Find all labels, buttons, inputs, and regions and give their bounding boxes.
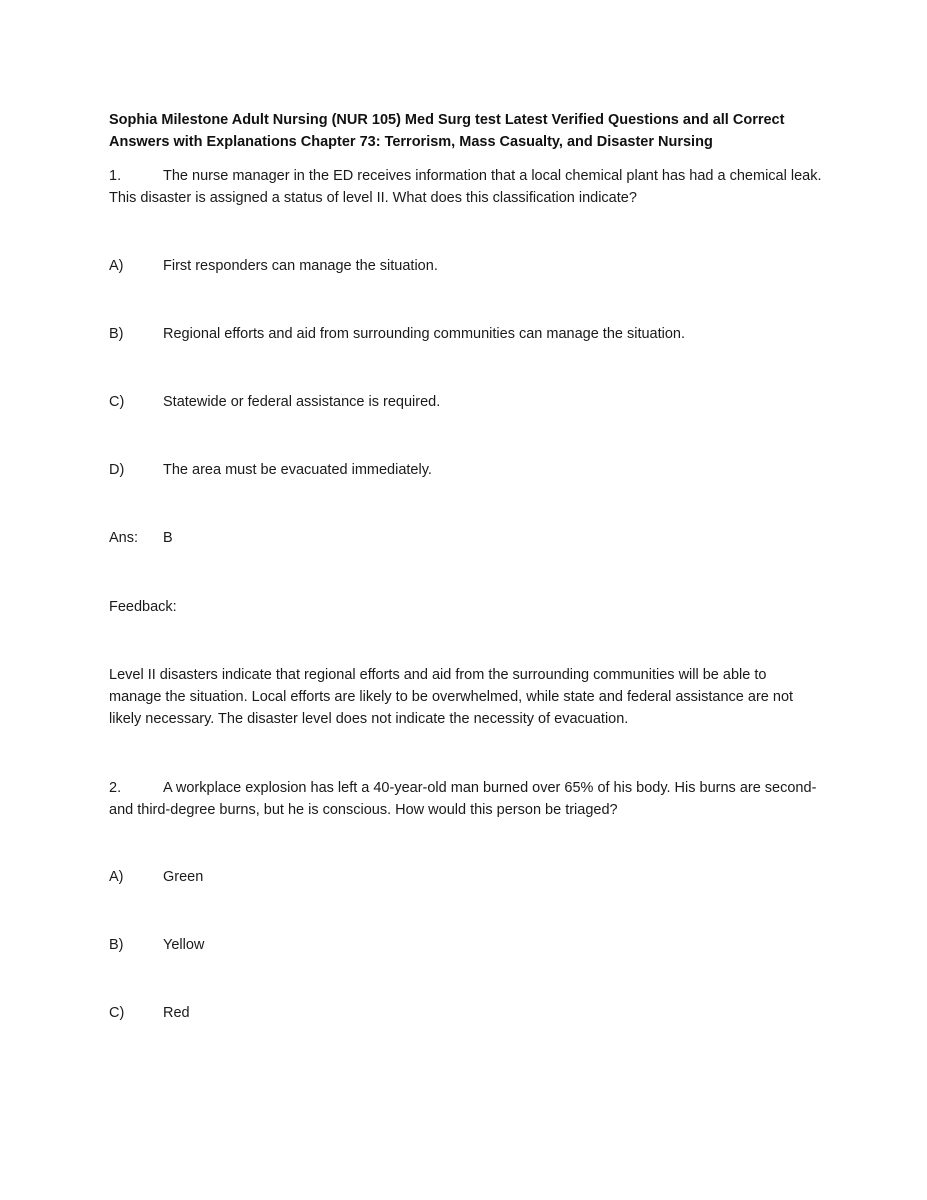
option-a bbox=[109, 866, 203, 888]
option-a bbox=[109, 255, 438, 277]
option-c bbox=[109, 391, 440, 413]
feedback-label: Feedback: bbox=[109, 599, 177, 615]
option-b bbox=[109, 934, 204, 956]
answer-value: B bbox=[163, 530, 173, 546]
option-text: Green bbox=[163, 869, 204, 885]
option-c bbox=[109, 1002, 190, 1024]
option-label: B) bbox=[109, 937, 124, 953]
question-number: 1. bbox=[109, 168, 122, 184]
question-1 bbox=[109, 165, 829, 209]
option-text: The area must be evacuated immediately. bbox=[163, 462, 432, 478]
option-d bbox=[109, 459, 432, 481]
option-label: D) bbox=[109, 462, 125, 478]
option-text: Red bbox=[163, 1005, 190, 1021]
option-label: C) bbox=[109, 1005, 125, 1021]
feedback-text: Level II disasters indicate that regional efforts and aid from the surrounding communities will be able to manage the situation. Local efforts are likely to be overwhelmed, while state and federal assistance are not likely necessary. The disaster level does not indicate the necessity of evacuation. bbox=[109, 667, 794, 727]
option-label: A) bbox=[109, 869, 124, 885]
question-text: A workplace explosion has left a 40-year-old man burned over 65% of his body. His burns are second- and third-degree burns, but he is conscious. How would this person be triaged? bbox=[109, 780, 817, 818]
option-text: First responders can manage the situation. bbox=[163, 258, 438, 274]
option-b bbox=[109, 323, 685, 345]
question-text: The nurse manager in the ED receives information that a local chemical plant has had a chemical leak. This disaster is assigned a status of level II. What does this classification indicate? bbox=[109, 168, 822, 206]
option-text: Yellow bbox=[163, 937, 205, 953]
option-label: C) bbox=[109, 394, 125, 410]
answer-label: Ans: bbox=[109, 530, 139, 546]
option-label: B) bbox=[109, 326, 124, 342]
question-2 bbox=[109, 777, 829, 821]
option-text: Regional efforts and aid from surrounding communities can manage the situation. bbox=[163, 326, 686, 342]
document-title: Sophia Milestone Adult Nursing (NUR 105) Med Surg test Latest Verified Questions and all Correct Answers with Explanations Chapter 73: Terrorism, Mass Casualty, and Disaster Nursing bbox=[109, 112, 785, 150]
answer bbox=[109, 527, 173, 549]
option-label: A) bbox=[109, 258, 124, 274]
question-number: 2. bbox=[109, 780, 122, 796]
option-text: Statewide or federal assistance is required. bbox=[163, 394, 441, 410]
